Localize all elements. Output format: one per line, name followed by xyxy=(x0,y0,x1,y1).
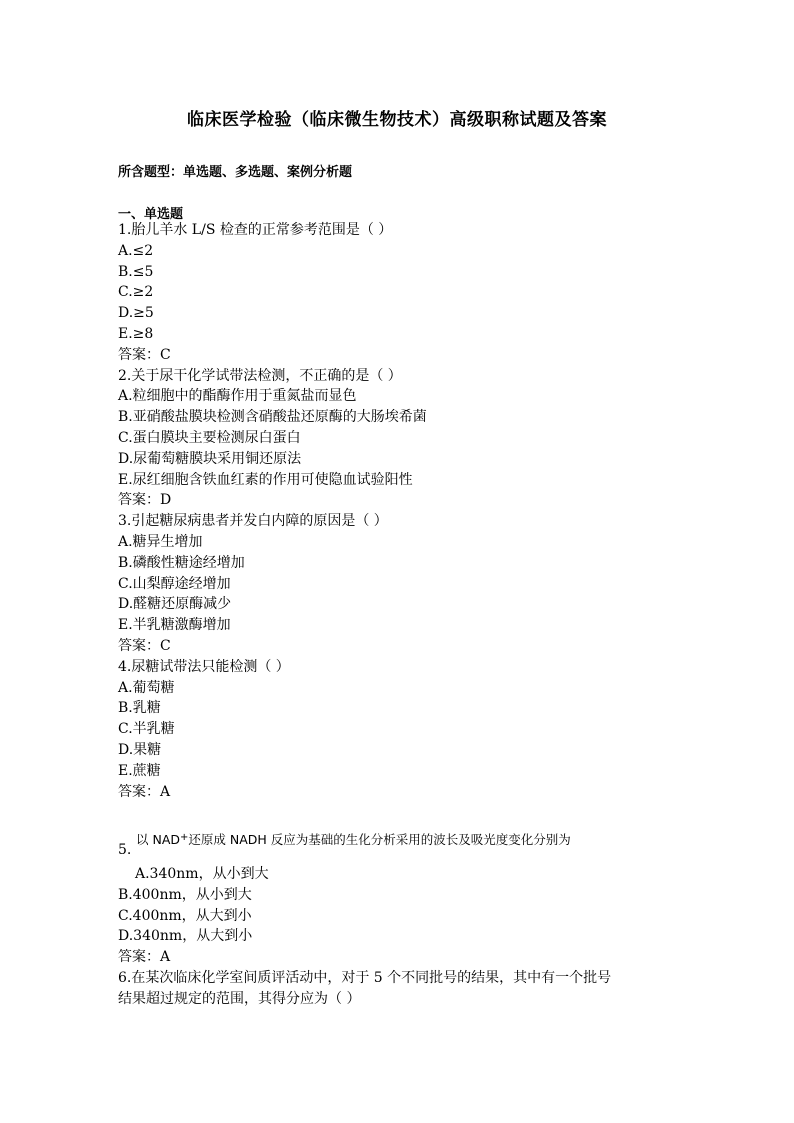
question-3-option-e: E.半乳糖激酶增加 xyxy=(118,617,231,634)
question-5-superscript: + xyxy=(180,832,189,843)
question-5-option-b: B.400nm，从小到大 xyxy=(118,886,252,903)
question-4-option-d: D.果糖 xyxy=(118,741,162,758)
question-types-line: 所含题型：单选题、多选题、案例分析题 xyxy=(118,165,353,180)
question-4-option-a: A.葡萄糖 xyxy=(118,679,175,696)
question-5-options xyxy=(118,864,718,968)
questions-1-to-4 xyxy=(118,220,718,802)
question-2-option-d: D.尿葡萄糖膜块采用铜还原法 xyxy=(118,450,302,467)
question-5-stem-pre: 以 NAD xyxy=(136,832,181,847)
question-4-option-c: C.半乳糖 xyxy=(118,721,175,738)
question-2-option-b: B.亚硝酸盐膜块检测含硝酸盐还原酶的大肠埃希菌 xyxy=(118,409,427,426)
question-1-answer: 答案：C xyxy=(118,346,171,363)
question-2-stem: 2.关于尿干化学试带法检测，不正确的是（ ） xyxy=(118,367,402,384)
question-2-option-a: A.粒细胞中的酯酶作用于重氮盐而显色 xyxy=(118,388,357,405)
question-5 xyxy=(118,820,738,864)
question-4-answer: 答案：A xyxy=(118,783,171,800)
question-3-answer: 答案：C xyxy=(118,637,171,654)
question-3-stem: 3.引起糖尿病患者并发白内障的原因是（ ） xyxy=(118,513,388,530)
question-5-option-c: C.400nm，从大到小 xyxy=(118,907,252,924)
question-1-option-e: E.≥8 xyxy=(118,325,154,342)
question-6 xyxy=(118,968,688,1010)
question-5-option-a: A.340nm，从小到大 xyxy=(135,866,269,882)
section-heading-single-choice: 一、单选题 xyxy=(118,207,184,222)
question-1-stem: 1.胎儿羊水 L/S 检查的正常参考范围是（ ） xyxy=(118,222,393,238)
question-4-stem: 4.尿糖试带法只能检测（ ） xyxy=(118,658,290,675)
question-6-stem-line-2: 结果超过规定的范围，其得分应为（ ） xyxy=(118,990,361,1007)
question-3-option-c: C.山梨醇途经增加 xyxy=(118,575,231,592)
question-3-option-d: D.醛糖还原酶减少 xyxy=(118,596,232,613)
document-title: 临床医学检验（临床微生物技术）高级职称试题及答案 xyxy=(187,110,607,130)
question-3-option-a: A.糖异生增加 xyxy=(118,533,203,550)
question-2-option-c: C.蛋白膜块主要检测尿白蛋白 xyxy=(118,429,301,446)
question-2-answer: 答案：D xyxy=(118,492,172,509)
question-1-option-d: D.≥5 xyxy=(118,305,154,322)
question-3-option-b: B.磷酸性糖途经增加 xyxy=(118,554,245,571)
question-1-option-b: B.≤5 xyxy=(118,263,154,280)
question-4-option-b: B.乳糖 xyxy=(118,700,161,717)
question-1-option-c: C.≥2 xyxy=(118,284,154,301)
question-5-option-d: D.340nm，从大到小 xyxy=(118,928,253,945)
question-1-option-a: A.≤2 xyxy=(118,242,154,259)
question-2-option-e: E.尿红细胞含铁血红素的作用可使隐血试验阳性 xyxy=(118,471,413,488)
question-4-option-e: E.蔗糖 xyxy=(118,762,161,779)
question-6-stem-line-1: 6.在某次临床化学室间质评活动中，对于 5 个不同批号的结果，其中有一个批号 xyxy=(118,970,612,986)
question-5-number: 5. xyxy=(118,842,132,858)
question-5-stem xyxy=(136,830,571,848)
question-5-answer: 答案：A xyxy=(118,949,171,966)
question-5-stem-post: 还原成 NADH 反应为基础的生化分析采用的波长及吸光度变化分别为 xyxy=(188,832,571,847)
